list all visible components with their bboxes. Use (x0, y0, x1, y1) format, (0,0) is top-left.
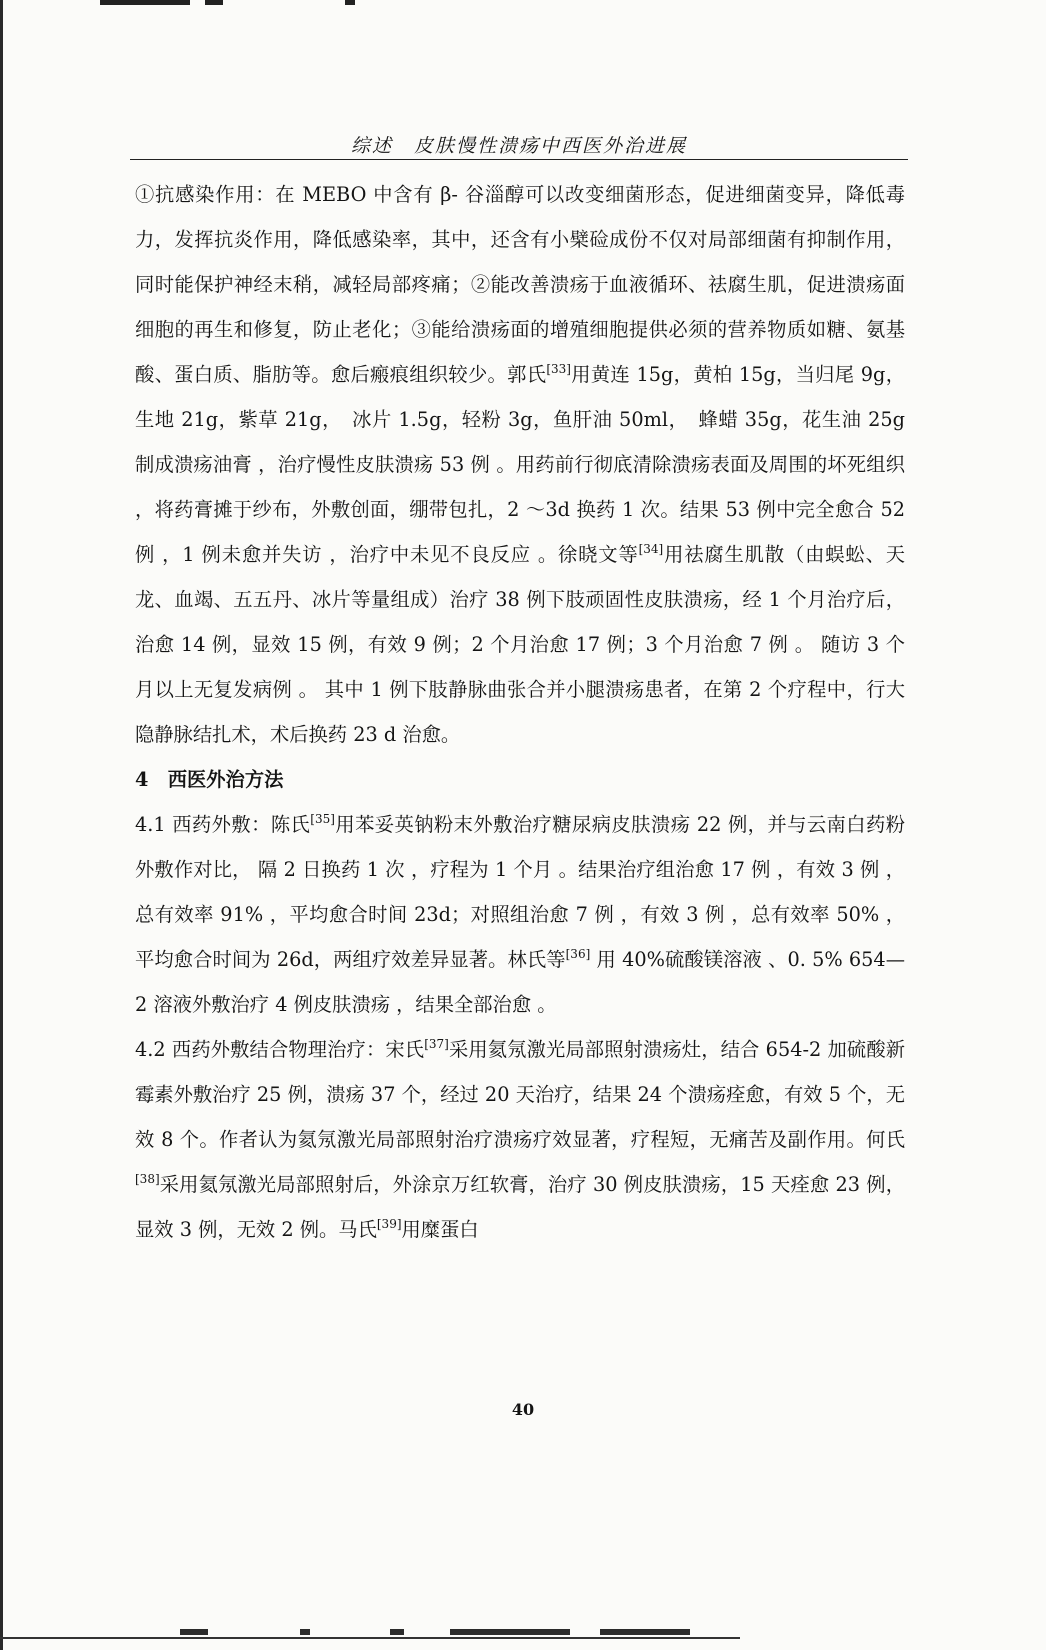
text-run: 用苯妥英钠粉末外敷治疗糖尿病皮肤溃疡 22 例，并与云南白药粉外敷作对比， 隔 2 日换药 1 次 ，疗程为 1 个月 。结果治疗组治愈 17 例 ，有效 3 例 ，总有效率 91% ，平均愈合时间 23d；对照组治愈 7 例 ，有效 3 例 ，总有效率 50% ，平均愈合时间为 26d，两组疗效差异显著。林氏等 (135, 813, 905, 971)
section-heading: 4 西医外治方法 (135, 768, 284, 791)
citation: [37] (424, 1037, 449, 1051)
body-text (135, 172, 905, 1252)
text-run: 用黄连 15g，黄柏 15g，当归尾 9g，生地 21g，紫草 21g， 冰片 1.5g，轻粉 3g，鱼肝油 50ml， 蜂蜡 35g，花生油 25g 制成溃疡油膏 ，治疗慢性皮肤溃疡 53 例 。用药前行彻底清除溃疡表面及周围的坏死组织 ，将药膏摊于纱布，外敷创面，绷带包扎，2 ～3d 换药 1 次。结果 53 例中完全愈合 52 例 ，1 例未愈并失访 ，治疗中未见不良反应 。徐晓文等 (135, 363, 905, 566)
paragraph-4-2 (135, 1027, 905, 1252)
text-run: 4.1 西药外敷：陈氏 (135, 813, 311, 836)
paragraph-mebo-effects (135, 172, 905, 757)
running-header: 综述 皮肤慢性溃疡中西医外治进展 (350, 135, 687, 157)
text-run: ①抗感染作用：在 MEBO 中含有 β- 谷淄醇可以改变细菌形态，促进细菌变异，降低毒力，发挥抗炎作用，降低感染率，其中，还含有小檗硷成份不仅对局部细菌有抑制作用，同时能保护神经末稍，减轻局部疼痛；②能改善溃疡于血液循环、祛腐生肌，促进溃疡面细胞的再生和修复，防止老化；③能给溃疡面的增殖细胞提供必须的营养物质如糖、氨基酸、蛋白质、脂肪等。愈后瘢痕组织较少。郭氏 (135, 183, 905, 386)
text-run: 4.2 西药外敷结合物理治疗：宋氏 (135, 1038, 425, 1061)
scan-artifact-top (0, 0, 1046, 6)
text-run: 用 40%硫酸镁溶液 、0. 5% 654—2 溶液外敷治疗 4 例皮肤溃疡 ，结果全部治愈 。 (135, 948, 905, 1016)
citation: [35] (310, 812, 335, 826)
paragraph-4-1 (135, 802, 905, 1027)
citation: [33] (546, 362, 571, 376)
citation: [36] (565, 947, 591, 961)
page-number: 40 (511, 1400, 535, 1419)
text-run: 用祛腐生肌散（由蜈蚣、天龙、血竭、五五丹、冰片等量组成）治疗 38 例下肢顽固性皮肤溃疡，经 1 个月治疗后，治愈 14 例，显效 15 例，有效 9 例；2 个月治愈 17 例；3 个月治愈 7 例 。 随访 3 个月以上无复发病例 。 其中 1 例下肢静脉曲张合并小腿溃疡患者，在第 2 个疗程中，行大隐静脉结扎术，术后换药 23 d 治愈。 (135, 543, 906, 746)
text-run: 用糜蛋白 (401, 1218, 479, 1241)
citation: [38] (135, 1172, 160, 1186)
header-rule (130, 159, 908, 160)
citation: [39] (376, 1217, 402, 1231)
scan-artifact-bottom (0, 1620, 1046, 1650)
text-run: 采用氦氖激光局部照射溃疡灶，结合 654-2 加硫酸新霉素外敷治疗 25 例，溃疡 37 个，经过 20 天治疗，结果 24 个溃疡痊愈，有效 5 个，无效 8 个。作者认为氦氖激光局部照射治疗溃疡疗效显著，疗程短，无痛苦及副作用。何氏 (135, 1038, 906, 1151)
citation: [34] (638, 542, 664, 556)
text-run: 采用氦氖激光局部照射后，外涂京万红软膏，治疗 30 例皮肤溃疡，15 天痊愈 23 例，显效 3 例，无效 2 例。马氏 (135, 1173, 905, 1241)
